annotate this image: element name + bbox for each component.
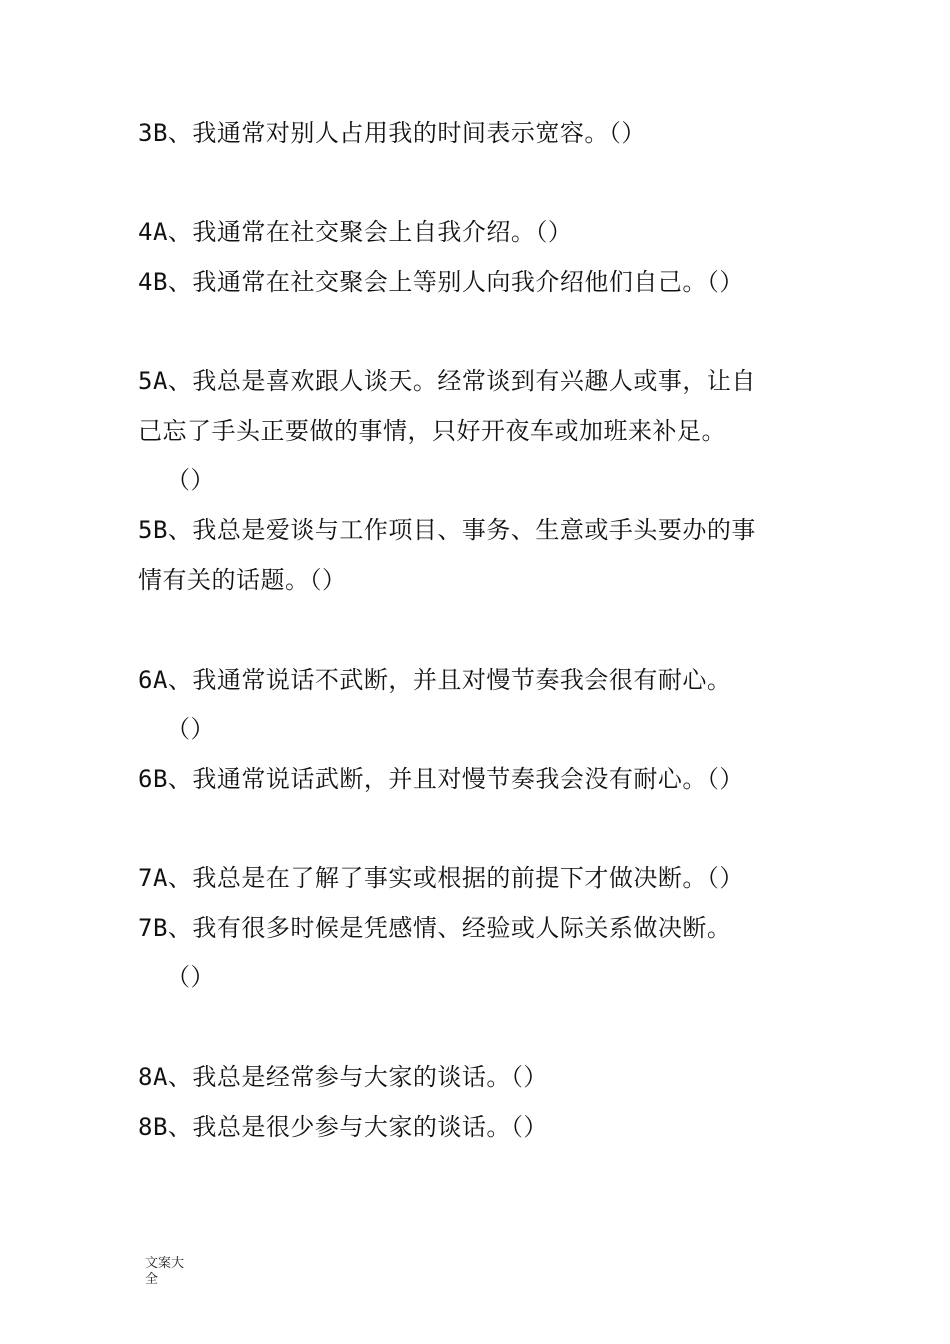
footer-label: 文案大全 [145,1256,185,1287]
question-6a: 6A、我通常说话不武断，并且对慢节奏我会很有耐心。 [138,666,732,694]
question-6b: 6B、我通常说话武断，并且对慢节奏我会没有耐心。（） [138,765,744,793]
question-5b-line-1: 5B、我总是爱谈与工作项目、事务、生意或手头要办的事 [138,516,756,544]
question-5b-line-2: 情有关的话题。（） [138,566,347,594]
question-7b-answer: （） [166,963,215,991]
question-4b: 4B、我通常在社交聚会上等别人向我介绍他们自己。（） [138,268,744,296]
question-5a-line-2: 己忘了手头正要做的事情，只好开夜车或加班来补足。 [138,417,726,445]
question-7b: 7B、我有很多时候是凭感情、经验或人际关系做决断。 [138,914,732,942]
question-5a-answer: （） [166,466,215,494]
question-5a-line-1: 5A、我总是喜欢跟人谈天。经常谈到有兴趣人或事，让自 [138,367,756,395]
question-4a: 4A、我通常在社交聚会上自我介绍。（） [138,218,573,246]
question-3b: 3B、我通常对别人占用我的时间表示宽容。（） [138,119,646,147]
question-8b: 8B、我总是很少参与大家的谈话。（） [138,1113,548,1141]
question-7a: 7A、我总是在了解了事实或根据的前提下才做决断。（） [138,864,744,892]
question-6a-answer: （） [166,715,215,743]
question-8a: 8A、我总是经常参与大家的谈话。（） [138,1063,548,1091]
